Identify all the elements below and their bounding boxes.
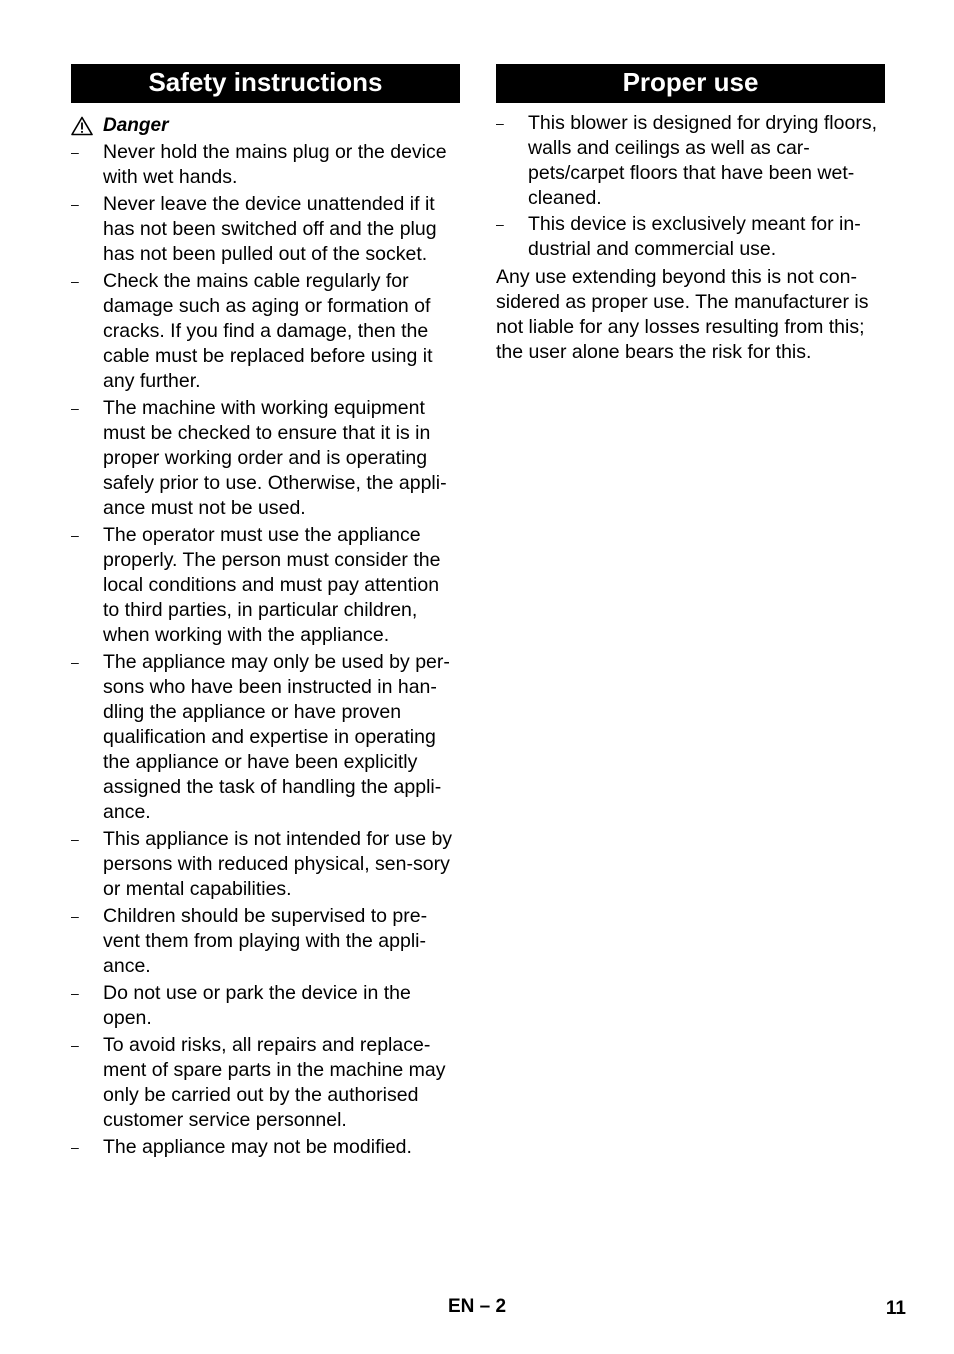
dash-bullet: – — [71, 654, 79, 670]
list-item — [71, 981, 460, 1031]
list-item-text: Children should be supervised to pre-vent them from playing with the appli-ance. — [103, 905, 428, 977]
list-item-text: This appliance is not intended for use by persons with reduced physical, sen-sory or mental capabilities. — [103, 828, 453, 900]
list-item-text: Never hold the mains plug or the device with wet hands. — [103, 141, 447, 188]
list-item-text: The operator must use the appliance properly. The person must consider the local conditions and must pay attention to third parties, in particular children, when working with the appliance. — [103, 524, 441, 646]
dash-bullet: – — [71, 273, 79, 289]
proper-use-paragraph: Any use extending beyond this is not con-sidered as proper use. The manufacturer is not liable for any losses resulting from this; the user alone bears the risk for this. — [496, 266, 869, 363]
proper-use-column — [496, 64, 885, 365]
dash-bullet: – — [496, 216, 504, 232]
page-number: 11 — [885, 1298, 906, 1319]
list-item-text: This device is exclusively meant for in-dustrial and commercial use. — [528, 213, 861, 260]
list-item — [71, 650, 460, 825]
list-item-text: The appliance may not be modified. — [103, 1136, 412, 1158]
dash-bullet: – — [71, 985, 79, 1001]
danger-label: Danger — [103, 115, 169, 136]
proper-use-heading: Proper use — [496, 64, 885, 103]
list-item — [71, 827, 460, 902]
dash-bullet: – — [71, 908, 79, 924]
list-item — [71, 192, 460, 267]
list-item-text: Check the mains cable regularly for damage such as aging or formation of cracks. If you find a damage, then the cable must be replaced before using it any further. — [103, 270, 433, 392]
list-item-text: Do not use or park the device in the open. — [103, 982, 411, 1029]
list-item — [71, 396, 460, 521]
list-item — [71, 140, 460, 190]
list-item-text: To avoid risks, all repairs and replace-ment of spare parts in the machine may only be carried out by the authorised customer service personnel. — [103, 1034, 446, 1131]
dash-bullet: – — [71, 831, 79, 847]
list-item — [71, 523, 460, 648]
safety-list — [71, 140, 460, 1160]
dash-bullet: – — [496, 115, 504, 131]
list-item — [71, 904, 460, 979]
warning-triangle-icon — [71, 116, 93, 136]
safety-instructions-column — [71, 64, 460, 1160]
list-item-text: The machine with working equipment must be checked to ensure that it is in proper working order and is operating safely prior to use. Otherwise, the appli-ance must not be used. — [103, 397, 447, 519]
list-item — [71, 1033, 460, 1133]
list-item-text: Never leave the device unattended if it has not been switched off and the plug has not been pulled out of the socket. — [103, 193, 437, 265]
list-item-text: The appliance may only be used by per-sons who have been instructed in han-dling the appliance or have proven qualification and expertise in operating the appliance or have been explicitly assigned the task of handling the appli-ance. — [103, 651, 450, 823]
safety-instructions-heading: Safety instructions — [71, 64, 460, 103]
danger-notice — [71, 114, 460, 138]
list-item — [71, 269, 460, 394]
dash-bullet: – — [71, 527, 79, 543]
dash-bullet: – — [71, 400, 79, 416]
footer-section-label: EN – 2 — [447, 1296, 507, 1317]
proper-use-list — [496, 111, 885, 262]
list-item — [71, 1135, 460, 1160]
dash-bullet: – — [71, 196, 79, 212]
dash-bullet: – — [71, 1139, 79, 1155]
list-item — [496, 111, 885, 211]
list-item-text: This blower is designed for drying floors, walls and ceilings as well as car-pets/carpet floors that have been wet-cleaned. — [528, 112, 877, 209]
dash-bullet: – — [71, 1037, 79, 1053]
dash-bullet: – — [71, 144, 79, 160]
list-item — [496, 212, 885, 262]
